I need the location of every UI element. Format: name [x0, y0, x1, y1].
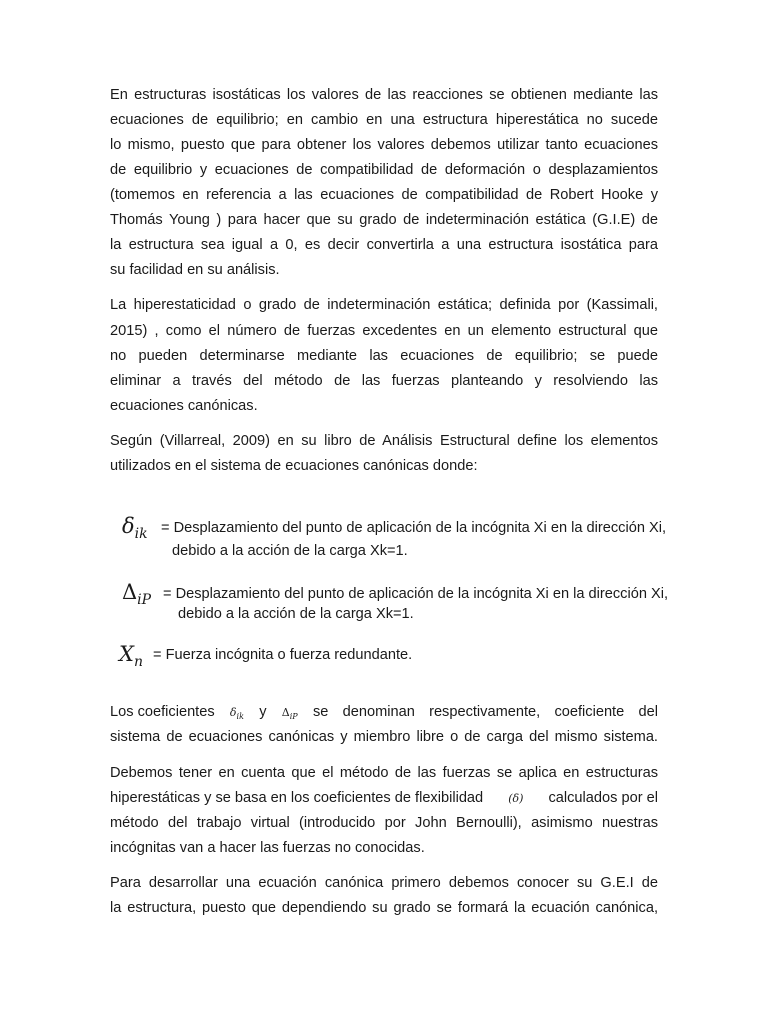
- text-line: la estructura sea igual a 0, es decir convertirla a una estructura isostática para: [110, 237, 658, 253]
- text-line: incógnitas van a hacer las fuerzas no conocidas.: [110, 840, 425, 856]
- text-line: Debemos tener en cuenta que el método de las fuerzas se aplica en estructuras: [110, 765, 658, 781]
- text-fragment: hiperestáticas y se basa en los coeficientes de flexibilidad: [110, 790, 484, 806]
- symbol-char: δ: [229, 706, 237, 719]
- text-line: [110, 789, 658, 808]
- text-line: ecuaciones canónicas.: [110, 398, 258, 414]
- symbol-subscript: n: [133, 654, 143, 670]
- definition-text: = Fuerza incógnita o fuerza redundante.: [153, 647, 413, 663]
- definition-text: debido a la acción de la carga Xk=1.: [178, 606, 414, 622]
- delta-ik-inline: [230, 704, 244, 726]
- text-line: La hiperestaticidad o grado de indeterminación estática; definida por (Kassimali,: [110, 297, 658, 313]
- definition-text: = Desplazamiento del punto de aplicación de la incógnita Xi en la dirección Xi,: [161, 520, 667, 536]
- text-line: su facilidad en su análisis.: [110, 262, 280, 278]
- delta-ik-symbol: [122, 514, 148, 546]
- text-line: ecuaciones de equilibrio; en cambio en una estructura hiperestática no sucede: [110, 112, 658, 128]
- text-line: método del trabajo virtual (introducido por John Bernoulli), asimismo nuestras: [110, 815, 658, 831]
- definition-text: debido a la acción de la carga Xk=1.: [172, 543, 408, 559]
- text-line: lo mismo, puesto que para obtener los valores debemos utilizar tanto ecuaciones: [110, 137, 658, 153]
- text-line: eliminar a través del método de las fuerzas planteando y resolviendo las: [110, 373, 658, 389]
- symbol-char: Δ: [281, 706, 290, 719]
- xn-symbol: [119, 642, 143, 674]
- text-fragment: Los coeficientes: [110, 704, 215, 720]
- text-line: de equilibrio y ecuaciones de compatibilidad de deformación o desplazamientos: [110, 162, 658, 178]
- definition-text: = Desplazamiento del punto de aplicación de la incógnita Xi en la dirección Xi,: [163, 586, 669, 602]
- symbol-char: Δ: [122, 580, 138, 604]
- text-line: utilizados en el sistema de ecuaciones canónicas donde:: [110, 458, 478, 474]
- delta-ip-inline: [282, 704, 298, 726]
- symbol-subscript: iP: [137, 592, 152, 608]
- symbol-subscript: ik: [236, 712, 244, 721]
- symbol-char: X: [119, 642, 134, 666]
- text-line: Según (Villarreal, 2009) en su libro de Análisis Estructural define los elementos: [110, 433, 658, 449]
- symbol-char: δ: [122, 514, 135, 538]
- text-line: En estructuras isostáticas los valores de las reacciones se obtienen mediante las: [110, 87, 658, 103]
- text-fragment: se denominan respectivamente, coeficiente del: [312, 704, 658, 720]
- delta-ip-symbol: [122, 580, 151, 612]
- text-line: Thomás Young ) para hacer que su grado de indeterminación estática (G.I.E) de: [110, 212, 658, 228]
- text-line: sistema de ecuaciones canónicas y miembro libre o de carga del mismo sistema.: [110, 729, 658, 745]
- text-fragment: calculados por el: [548, 790, 658, 806]
- text-line: la estructura, puesto que dependiendo su grado se formará la ecuación canónica,: [110, 900, 658, 916]
- symbol-subscript: iP: [289, 712, 298, 721]
- text-fragment: y: [259, 704, 267, 720]
- text-line: Para desarrollar una ecuación canónica primero debemos conocer su G.E.I de: [110, 875, 658, 891]
- text-line: [110, 703, 658, 726]
- symbol-subscript: ik: [134, 526, 148, 542]
- text-line: (tomemos en referencia a las ecuaciones de compatibilidad de Robert Hooke y: [110, 187, 658, 203]
- delta-inline-symbol: (δ): [508, 792, 524, 805]
- text-line: 2015) , como el número de fuerzas excedentes en un elemento estructural que: [110, 323, 658, 339]
- text-line: no pueden determinarse mediante las ecuaciones de equilibrio; se puede: [110, 348, 658, 364]
